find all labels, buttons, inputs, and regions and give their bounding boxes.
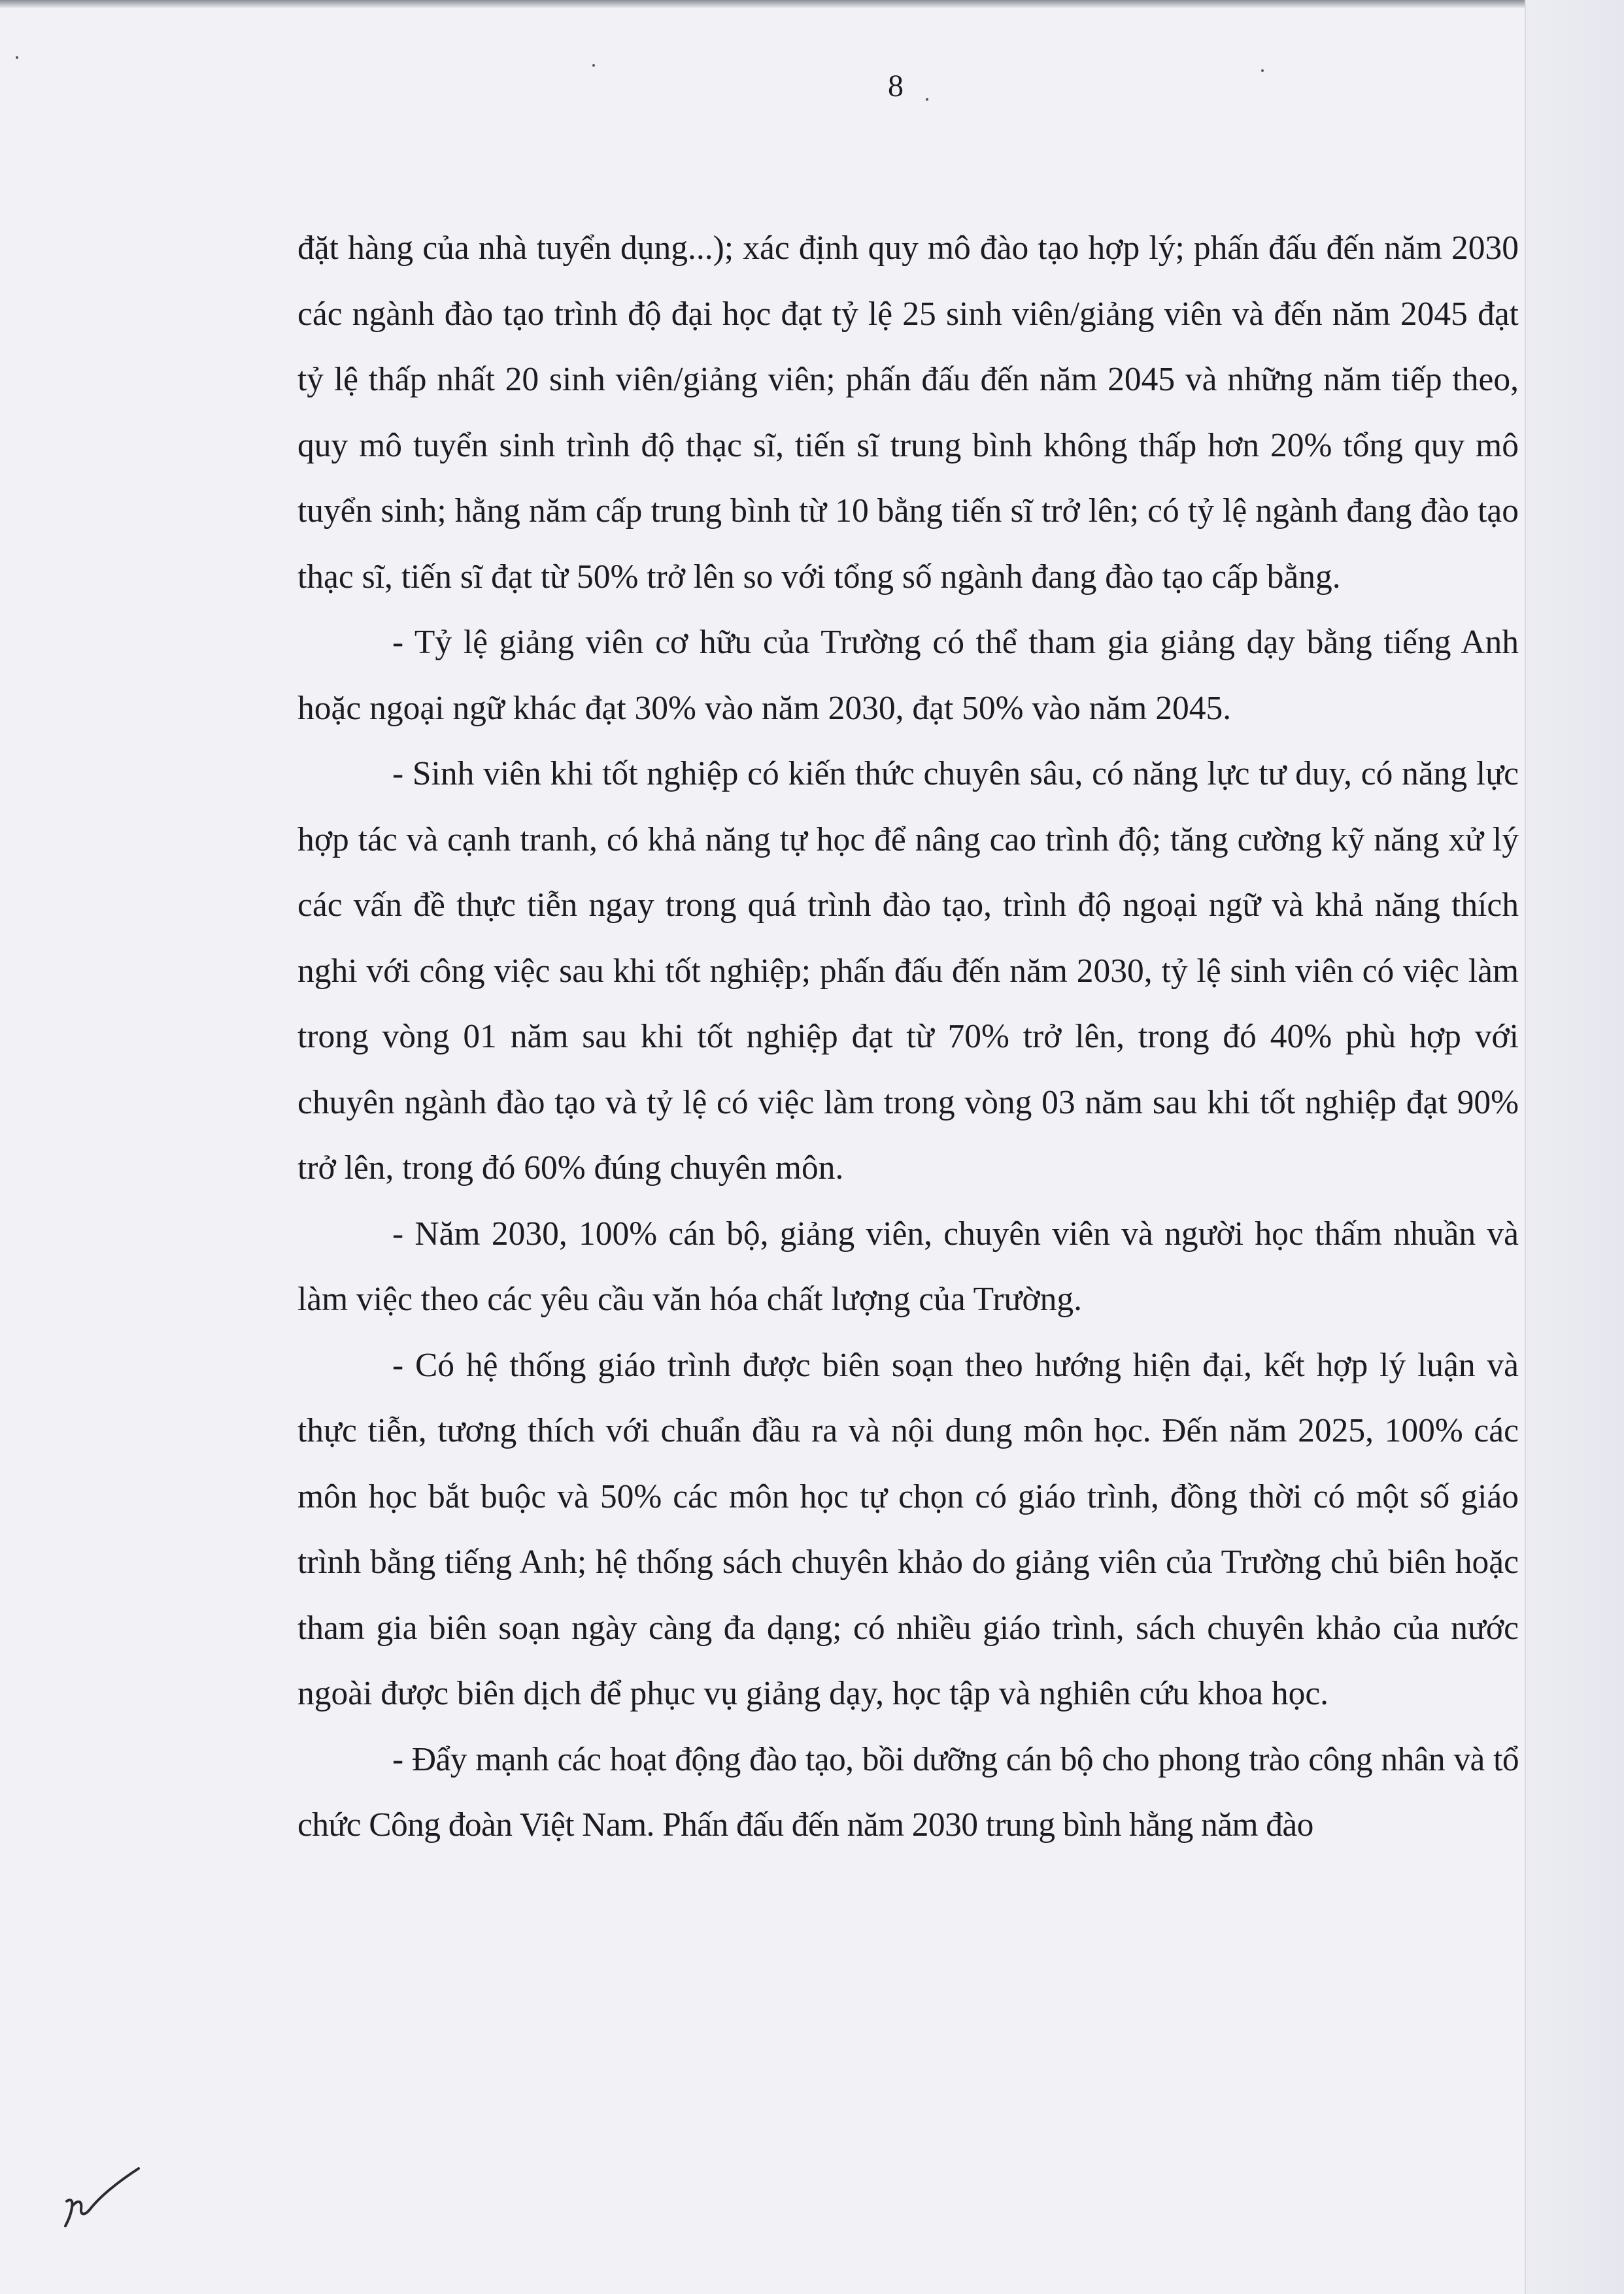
scan-speck bbox=[592, 64, 595, 67]
paragraph-union-training: - Đẩy mạnh các hoạt động đào tạo, bồi dưỡng cán bộ cho phong trào công nhân và tổ chức Công đoàn Việt Nam. Phấn đấu đến năm 2030 trung bình hằng năm đào bbox=[297, 1740, 1519, 1844]
paragraph-textbooks: - Có hệ thống giáo trình được biên soạn theo hướng hiện đại, kết hợp lý luận và thực tiễn, tương thích với chuẩn đầu ra và nội dung môn học. Đến năm 2025, 100% các môn học bắt buộc và 50% các môn học tự chọn có giáo trình, đồng thời có một số giáo trình bằng tiếng Anh; hệ thống sách chuyên khảo do giảng viên của Trường chủ biên hoặc tham gia biên soạn ngày càng đa dạng; có nhiều giáo trình, sách chuyên khảo của nước ngoài được biên dịch để phục vụ giảng dạy, học tập và nghiên cứu khoa học. bbox=[297, 1346, 1519, 1712]
paragraph-continuation: đặt hàng của nhà tuyển dụng...); xác định quy mô đào tạo hợp lý; phấn đấu đến năm 2030 các ngành đào tạo trình độ đại học đạt tỷ lệ 25 sinh viên/giảng viên và đến năm 2045 đạt tỷ lệ thấp nhất 20 sinh viên/giảng viên; phấn đấu đến năm 2045 và những năm tiếp theo, quy mô tuyển sinh trình độ thạc sĩ, tiến sĩ trung bình không thấp hơn 20% tổng quy mô tuyển sinh; hằng năm cấp trung bình từ 10 bằng tiến sĩ trở lên; có tỷ lệ ngành đang đào tạo thạc sĩ, tiến sĩ đạt từ 50% trở lên so với tổng số ngành đang đào tạo cấp bằng. bbox=[297, 229, 1519, 596]
paragraph-lecturer-english-ratio: - Tỷ lệ giảng viên cơ hữu của Trường có thể tham gia giảng dạy bằng tiếng Anh hoặc ngoại ngữ khác đạt 30% vào năm 2030, đạt 50% vào năm 2045. bbox=[297, 624, 1519, 727]
page-number: 8 bbox=[888, 69, 904, 103]
scan-speck bbox=[16, 56, 18, 59]
paragraph-quality-culture: - Năm 2030, 100% cán bộ, giảng viên, chuyên viên và người học thấm nhuần và làm việc theo các yêu cầu văn hóa chất lượng của Trường. bbox=[297, 1215, 1519, 1318]
paragraph-graduate-outcomes: - Sinh viên khi tốt nghiệp có kiến thức chuyên sâu, có năng lực tư duy, có năng lực hợp tác và cạnh tranh, có khả năng tự học để nâng cao trình độ; tăng cường kỹ năng xử lý các vấn đề thực tiễn ngay trong quá trình đào tạo, trình độ ngoại ngữ và khả năng thích nghi với công việc sau khi tốt nghiệp; phấn đấu đến năm 2030, tỷ lệ sinh viên có việc làm trong vòng 01 năm sau khi tốt nghiệp đạt từ 70% trở lên, trong đó 40% phù hợp với chuyên ngành đào tạo và tỷ lệ có việc làm trong vòng 03 năm sau khi tốt nghiệp đạt 90% trở lên, trong đó 60% đúng chuyên môn. bbox=[297, 755, 1519, 1187]
scan-right-margin bbox=[1525, 0, 1624, 2294]
handwritten-initials-mark bbox=[59, 2161, 150, 2233]
document-body bbox=[297, 216, 1519, 1859]
scan-top-edge bbox=[0, 0, 1624, 8]
